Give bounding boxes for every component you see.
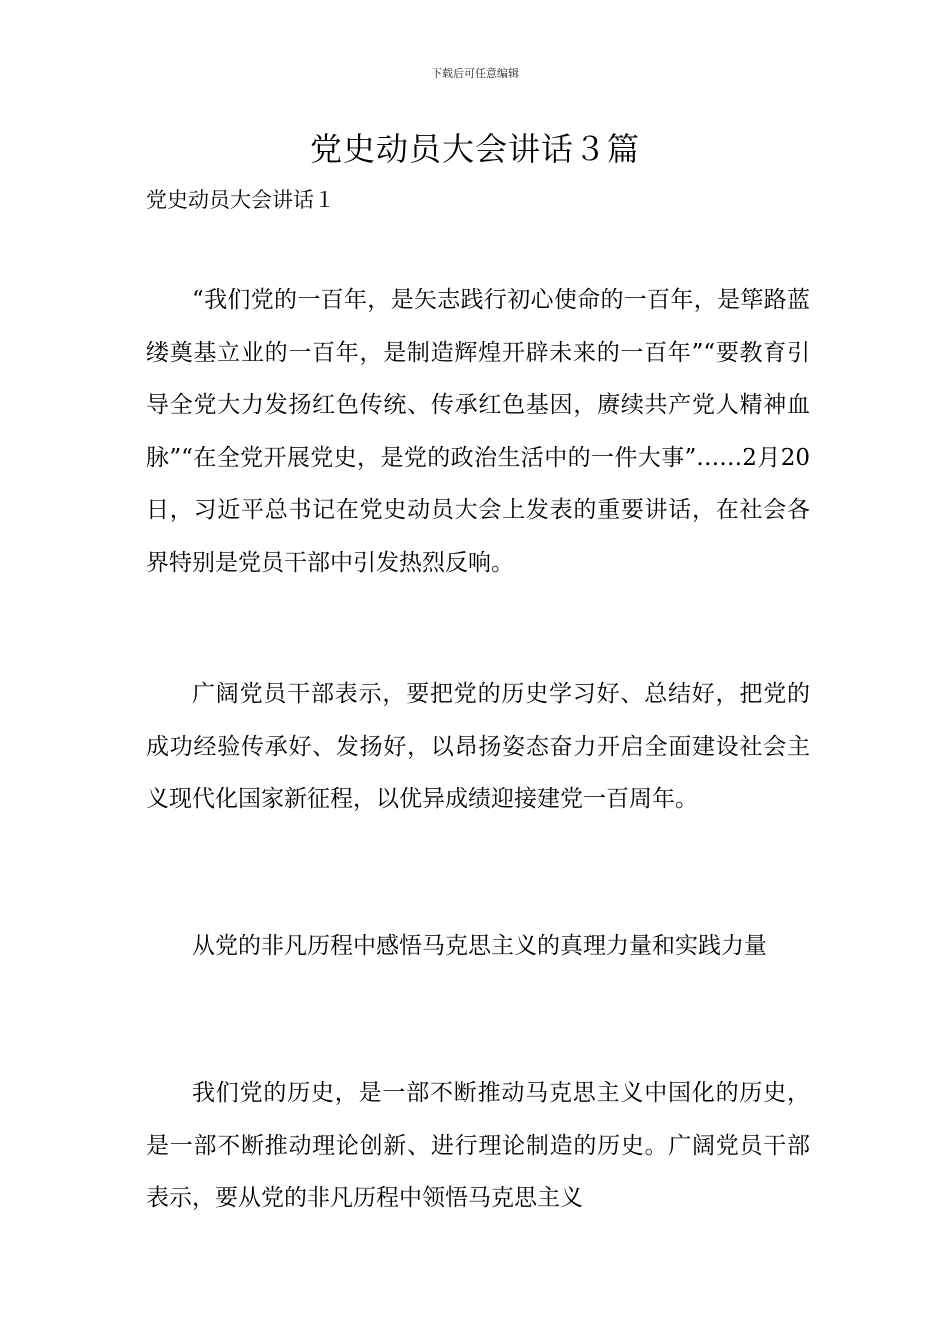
paragraph-3: 从党的非凡历程中感悟马克思主义的真理力量和实践力量 [192,933,767,959]
section-subtitle: 党史动员大会讲话１ [146,188,335,212]
header-note: 下载后可任意编辑 [431,67,519,80]
paragraph-4: 我们党的历史，是一部不断推动马克思主义中国化的历史，是一部不断推动理论创新、进行理论制造的历史。广阔党员干部表示，要从党的非凡历程中领悟马克思主义 [146,1080,810,1211]
paragraph-2: 广阔党员干部表示，要把党的历史学习好、总结好，把党的成功经验传承好、发扬好，以昂扬姿态奋力开启全面建设社会主义现代化国家新征程，以优异成绩迎接建党一百周年。 [146,681,810,812]
document-title: 党史动员大会讲话３篇 [309,130,640,168]
paragraph-1: “我们党的一百年，是矢志践行初心使命的一百年，是筚路蓝缕奠基立业的一百年，是制造辉煌开辟未来的一百年”“要教育引导全党大力发扬红色传统、传承红色基因，赓续共产党人精神血脉”“在全党开展党史，是党的政治生活中的一件大事”……2月20日，习近平总书记在党史动员大会上发表的重要讲话，在社会各界特别是党员干部中引发热烈反响。 [146,287,810,576]
